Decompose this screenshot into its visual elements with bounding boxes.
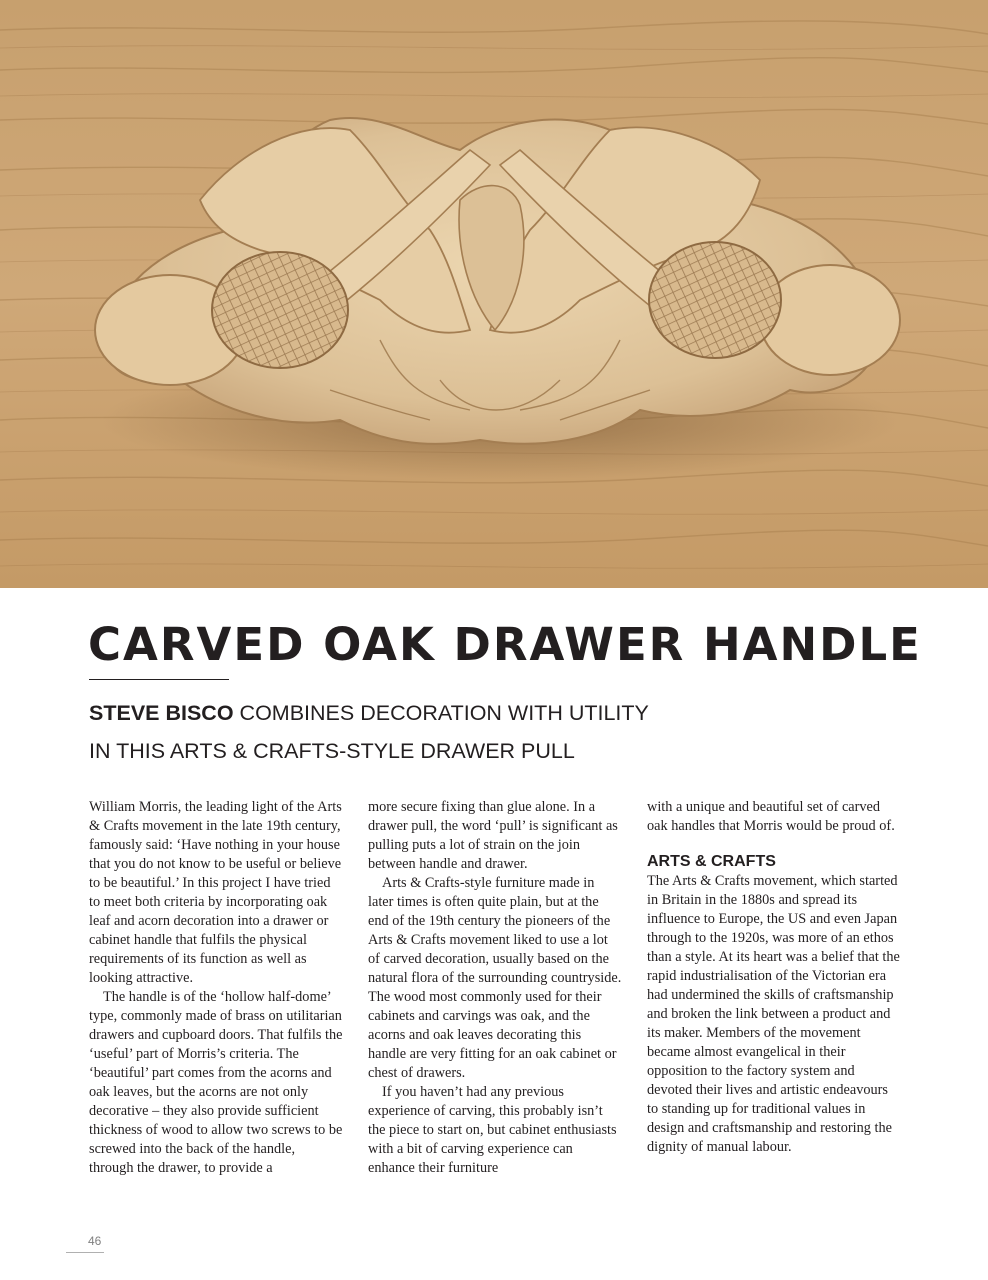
paragraph: William Morris, the leading light of the Arts & Crafts movement in the late 19th century, famously said: ‘Have nothing in your house that you do not know to be useful or believe to be beautiful.’ In this project I have tried to meet both criteria by incorporating oak leaf and acorn decoration into a drawer or cabinet handle that fulfils the physical requirements of its function as well as looking attractive. xyxy=(89,799,342,986)
page-number-rule xyxy=(66,1252,104,1253)
standfirst xyxy=(89,694,789,770)
body-column-2 xyxy=(368,798,622,1178)
body-column-1 xyxy=(89,798,343,1178)
page-number: 46 xyxy=(88,1234,102,1248)
paragraph: Arts & Crafts-style furniture made in later times is often quite plain, but at the end of the 19th century the pioneers of the Arts & Crafts movement liked to use a lot of carved decoration, usually based on the natural flora of the surrounding countryside. The wood most commonly used for their cabinets and carvings was oak, and the acorns and oak leaves decorating this handle are very fitting for an oak cabinet or chest of drawers. xyxy=(368,875,622,1081)
section-subhead: ARTS & CRAFTS xyxy=(647,853,776,870)
paragraph: The handle is of the ‘hollow half-dome’ type, commonly made of brass on utilitarian drawers and cupboard doors. That fulfils the ‘useful’ part of Morris’s criteria. The ‘beautiful’ part comes from the acorns and oak leaves, but the acorns are not only decorative – they also provide sufficient thickness of wood to allow two screws to be screwed into the back of the handle, through the drawer, to provide a xyxy=(89,989,343,1176)
title-divider xyxy=(89,679,229,680)
standfirst-line-1-rest: COMBINES DECORATION WITH UTILITY xyxy=(239,701,649,725)
hero-photo xyxy=(0,0,988,588)
paragraph: with a unique and beautiful set of carved oak handles that Morris would be proud of. xyxy=(647,799,895,834)
paragraph: more secure fixing than glue alone. In a drawer pull, the word ‘pull’ is significant as pulling puts a lot of strain on the join between handle and drawer. xyxy=(368,799,618,872)
standfirst-line-2: IN THIS ARTS & CRAFTS-STYLE DRAWER PULL xyxy=(89,739,575,763)
body-column-3 xyxy=(647,798,901,1157)
standfirst-line-1 xyxy=(89,694,789,732)
author-name: STEVE BISCO xyxy=(89,701,234,725)
article-title: CARVED OAK DRAWER HANDLE xyxy=(88,618,922,671)
paragraph: If you haven’t had any previous experience of carving, this probably isn’t the piece to start on, but cabinet enthusiasts with a bit of carving experience can enhance their furniture xyxy=(368,1084,617,1176)
paragraph: The Arts & Crafts movement, which started in Britain in the 1880s and spread its influence to Europe, the US and even Japan through to the 1920s, was more of an ethos than a style. At its heart was a belief that the rapid industrialisation of the Victorian era had undermined the skills of craftsmanship and broken the link between a product and its maker. Members of the movement became almost evangelical in their opposition to the factory system and devoted their lives and artistic endeavours to standing up for traditional values in design and craftsmanship and restoring the dignity of manual labour. xyxy=(647,873,900,1155)
